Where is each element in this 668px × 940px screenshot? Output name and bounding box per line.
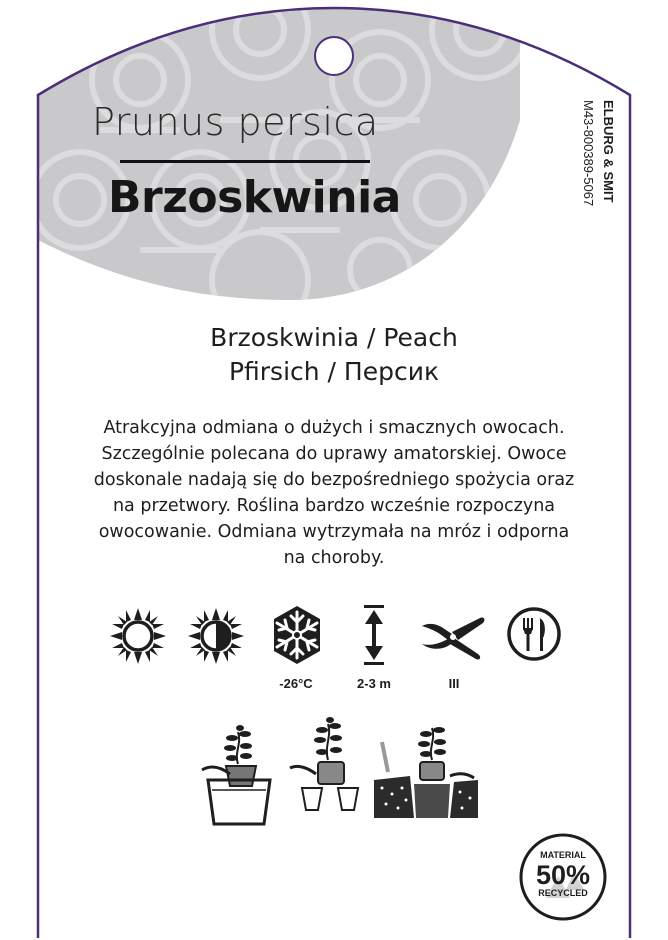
half-shade-icon xyxy=(186,606,246,666)
height-label: 2-3 m xyxy=(357,676,391,691)
frost-hardiness-icon xyxy=(268,604,326,666)
recycle-percent: 50% xyxy=(535,860,591,890)
pruning-label: III xyxy=(448,676,460,691)
frost-label: -26°C xyxy=(279,676,313,691)
recycle-line-1: MATERIAL xyxy=(540,850,586,860)
latin-name: Prunus persica xyxy=(92,100,379,144)
title-divider xyxy=(120,160,370,163)
full-sun-icon xyxy=(108,606,168,666)
plant-in-soil-icon xyxy=(374,722,478,818)
brand-name: ELBURG & SMIT xyxy=(601,100,616,203)
recycle-line-3: RECYCLED xyxy=(538,888,588,898)
hang-hole xyxy=(315,37,353,75)
remove-pot-icon xyxy=(288,716,370,816)
names-line-2: Pfirsich / Персик xyxy=(228,357,440,386)
edible-icon xyxy=(506,606,562,662)
pruning-shears-icon xyxy=(420,614,488,662)
height-icon xyxy=(360,604,388,666)
brand-code-vertical xyxy=(560,90,620,250)
names-line-1: Brzoskwinia / Peach xyxy=(210,323,458,352)
product-code: M43-800389-5067 xyxy=(581,100,596,207)
common-name: Brzoskwinia xyxy=(108,172,401,223)
plant-names xyxy=(0,321,668,389)
recycled-material-badge xyxy=(518,832,608,922)
water-root-ball-icon xyxy=(198,724,282,828)
description: Atrakcyjna odmiana o dużych i smacznych owocach. Szczególnie polecana do uprawy amatorskiej. Owoce doskonale nadają się do bezpośredniego spożycia oraz na przetwory. Roślina bardzo wcześnie rozpoczyna owocowanie. Odmiana wytrzymała na mróz i odporna na choroby. xyxy=(93,418,575,568)
